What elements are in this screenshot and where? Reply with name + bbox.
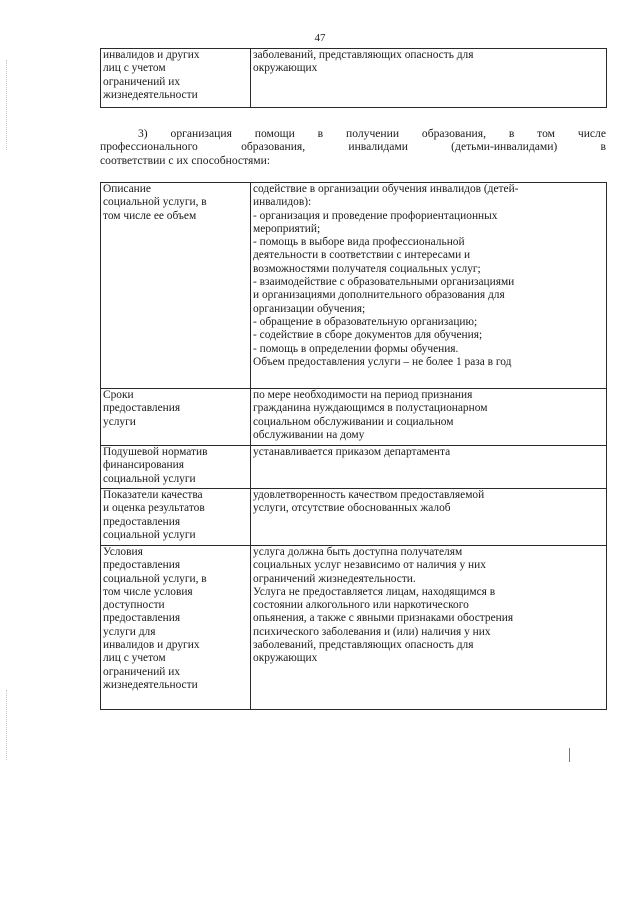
table-row — [101, 489, 607, 546]
text-line: Объем предоставления услуги – не более 1 раза в год — [253, 355, 512, 368]
text-line: Условия — [103, 546, 143, 558]
intro-line: профессионального образования, инвалидами (детьми-инвалидами) в — [100, 140, 606, 154]
text-line: социальной услуги — [103, 472, 196, 485]
text-line: и организациями дополнительного образования для — [253, 289, 505, 302]
text-line: мероприятий; — [253, 222, 321, 235]
text-line: - помощь в определении формы обучения. — [253, 342, 459, 355]
text-line: устанавливается приказом департамента — [253, 446, 451, 458]
text-line: и оценка результатов — [103, 502, 205, 515]
table-cell-label — [101, 183, 251, 389]
text-line: жизнедеятельности — [103, 678, 198, 691]
text-line: содействие в организации обучения инвалидов (детей- — [253, 183, 519, 195]
intro-line: 3) организация помощи в получении образования, в том числе — [138, 127, 606, 140]
text-line: психического заболевания и (или) наличия у них — [253, 625, 491, 638]
text-line: окружающих — [253, 652, 318, 665]
table-cell-value — [251, 389, 607, 446]
table-cell-label — [101, 489, 251, 546]
text-line: предоставления — [103, 612, 181, 625]
text-line: - обращение в образовательную организацию; — [253, 315, 478, 328]
text-line: том числе ее объем — [103, 209, 197, 222]
cell-text — [253, 446, 604, 459]
continuation-table — [100, 48, 607, 108]
text-line: социальных услуг независимо от наличия у них — [253, 559, 486, 572]
table-cell-label — [101, 389, 251, 446]
margin-mark — [569, 748, 570, 762]
table-row — [101, 49, 607, 108]
cell-text — [253, 183, 604, 369]
text-line: инвалидов и других — [103, 49, 200, 61]
text-line: заболеваний, представляющих опасность для — [253, 49, 474, 61]
service-description-table — [100, 182, 607, 710]
text-line: Подушевой норматив — [103, 446, 208, 458]
table-cell-value — [251, 183, 607, 389]
cell-text — [103, 489, 248, 542]
table-cell-value — [251, 49, 607, 108]
table-row — [101, 183, 607, 389]
table-cell-value — [251, 446, 607, 489]
text-line: услуги, отсутствие обоснованных жалоб — [253, 502, 451, 515]
scan-edge-artifact — [6, 690, 8, 760]
cell-text — [253, 489, 604, 516]
text-line: гражданина нуждающимся в полустационарном — [253, 402, 488, 415]
table-cell-value — [251, 489, 607, 546]
text-line: ограничений их — [103, 75, 181, 88]
text-line: услуга должна быть доступна получателям — [253, 546, 463, 558]
text-line: - содействие в сборе документов для обучения; — [253, 329, 483, 342]
page-number: 47 — [314, 32, 326, 44]
text-line: возможностями получателя социальных услуг; — [253, 262, 481, 275]
cell-text — [253, 389, 604, 442]
table-cell-label — [101, 546, 251, 710]
text-line: жизнедеятельности — [103, 88, 198, 101]
section-intro-paragraph — [100, 127, 606, 167]
table-cell-label — [101, 446, 251, 489]
text-line: опьянения, а также с явными признаками обострения — [253, 612, 514, 625]
cell-text — [103, 389, 248, 429]
text-line: заболеваний, представляющих опасность для — [253, 639, 474, 652]
text-line: лиц с учетом — [103, 62, 166, 75]
text-line: Сроки — [103, 389, 134, 401]
text-line: Описание — [103, 183, 151, 195]
text-line: инвалидов и других — [103, 639, 200, 652]
text-line: организации обучения; — [253, 302, 366, 315]
text-line: - помощь в выборе вида профессиональной — [253, 236, 465, 249]
table-row — [101, 446, 607, 489]
table-cell-label — [101, 49, 251, 108]
text-line: - взаимодействие с образовательными организациями — [253, 276, 515, 289]
text-line: удовлетворенность качеством предоставляемой — [253, 489, 485, 501]
text-line: - организация и проведение профориентационных — [253, 209, 498, 222]
text-line: финансирования — [103, 459, 184, 472]
text-line: по мере необходимости на период признания — [253, 389, 473, 401]
text-line: окружающих — [253, 62, 318, 75]
table-row — [101, 389, 607, 446]
text-line: Показатели качества — [103, 489, 203, 501]
cell-text — [103, 546, 248, 692]
cell-text — [253, 546, 604, 666]
text-line: доступности — [103, 599, 165, 612]
text-line: том числе условия — [103, 585, 193, 598]
text-line: обслуживании на дому — [253, 428, 365, 441]
table-row — [101, 546, 607, 710]
text-line: предоставления — [103, 402, 181, 415]
text-line: социальной услуги, в — [103, 572, 207, 585]
cell-text — [103, 446, 248, 486]
text-line: социальной услуги, в — [103, 196, 207, 209]
text-line: предоставления — [103, 515, 181, 528]
text-line: услуги для — [103, 625, 156, 638]
text-line: ограничений их — [103, 665, 181, 678]
text-line: лиц с учетом — [103, 652, 166, 665]
text-line: услуги — [103, 415, 136, 428]
cell-text — [253, 49, 604, 76]
text-line: инвалидов): — [253, 196, 312, 209]
cell-text — [103, 183, 248, 223]
intro-line: соответствии с их способностями: — [100, 153, 271, 167]
text-line: деятельности в соответствии с интересами и — [253, 249, 471, 262]
text-line: социальной услуги — [103, 528, 196, 541]
text-line: предоставления — [103, 559, 181, 572]
text-line: состоянии алкогольного или наркотического — [253, 599, 469, 612]
text-line: Услуга не предоставляется лицам, находящимся в — [253, 585, 496, 598]
text-line: ограничений жизнедеятельности. — [253, 572, 416, 585]
scan-edge-artifact — [6, 60, 8, 150]
table-cell-value — [251, 546, 607, 710]
text-line: социальном обслуживании и социальном — [253, 415, 454, 428]
cell-text — [103, 49, 248, 102]
